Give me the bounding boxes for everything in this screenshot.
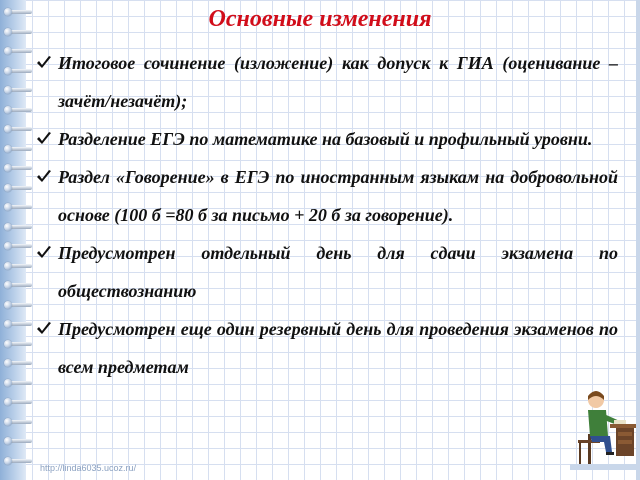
footer-url: http://linda6035.ucoz.ru/ (40, 463, 137, 473)
binder-hole (4, 86, 12, 94)
binder-hole (4, 223, 12, 231)
list-item-text: Разделение ЕГЭ по математике на базовый и профильный уровни. (58, 129, 593, 149)
binder-hole (4, 262, 12, 270)
checkmark-icon (36, 246, 52, 260)
binder-hole (4, 457, 12, 465)
binder-ring (4, 125, 34, 133)
binder-ring (4, 184, 34, 192)
binder-ring (4, 67, 34, 75)
binder-ring (4, 457, 34, 465)
binder-wire (10, 459, 32, 463)
binder-hole (4, 47, 12, 55)
slide-title: Основные изменения (208, 6, 432, 32)
binder-hole (4, 340, 12, 348)
binder-ring (4, 145, 34, 153)
checkmark-icon (36, 170, 52, 184)
binder-ring (4, 418, 34, 426)
binder-hole (4, 359, 12, 367)
binder-wire (10, 186, 32, 190)
checkmark-icon (36, 132, 52, 146)
list-item (58, 120, 618, 158)
binder-hole (4, 398, 12, 406)
change-list (58, 44, 618, 386)
binder-ring (4, 47, 34, 55)
binder-ring (4, 340, 34, 348)
binder-hole (4, 67, 12, 75)
binder-hole (4, 437, 12, 445)
binder-wire (10, 69, 32, 73)
binder-ring (4, 203, 34, 211)
binder-wire (10, 342, 32, 346)
list-item-text: Предусмотрен отдельный день для сдачи экзамена по обществознанию (58, 243, 618, 301)
binder-wire (10, 108, 32, 112)
binder-ring (4, 223, 34, 231)
list-item (58, 234, 618, 310)
binder-ring (4, 86, 34, 94)
binder-ring (4, 242, 34, 250)
binder-ring (4, 320, 34, 328)
binder-wire (10, 303, 32, 307)
binder-wire (10, 264, 32, 268)
binder-wire (10, 283, 32, 287)
binder-hole (4, 106, 12, 114)
binder-hole (4, 281, 12, 289)
checkmark-icon (36, 322, 52, 336)
list-item-text: Раздел «Говорение» в ЕГЭ по иностранным языкам на добровольной основе (100 б =80 б за письмо + 20 б за говорение). (58, 167, 618, 225)
binder-ring (4, 398, 34, 406)
binder-hole (4, 379, 12, 387)
binder-wire (10, 381, 32, 385)
student-at-desk-illustration (570, 378, 636, 470)
list-item (58, 44, 618, 120)
binder-hole (4, 320, 12, 328)
spiral-binding (0, 0, 40, 480)
checkmark-icon (36, 56, 52, 70)
list-item (58, 158, 618, 234)
binder-hole (4, 418, 12, 426)
binder-wire (10, 147, 32, 151)
binder-wire (10, 205, 32, 209)
binder-hole (4, 184, 12, 192)
binder-wire (10, 49, 32, 53)
binder-hole (4, 203, 12, 211)
binder-hole (4, 301, 12, 309)
binder-wire (10, 322, 32, 326)
binder-ring (4, 164, 34, 172)
binder-wire (10, 439, 32, 443)
binder-wire (10, 361, 32, 365)
binder-ring (4, 106, 34, 114)
binder-ring (4, 281, 34, 289)
list-item-text: Итоговое сочинение (изложение) как допуск к ГИА (оценивание – зачёт/незачёт); (58, 53, 618, 111)
list-item (58, 310, 618, 386)
binder-hole (4, 242, 12, 250)
binder-wire (10, 400, 32, 404)
binder-wire (10, 244, 32, 248)
binder-wire (10, 127, 32, 131)
list-item-text: Предусмотрен еще один резервный день для проведения экзаменов по всем предметам (58, 319, 618, 377)
binder-ring (4, 437, 34, 445)
binder-ring (4, 359, 34, 367)
binder-wire (10, 166, 32, 170)
binder-wire (10, 420, 32, 424)
binder-ring (4, 301, 34, 309)
binder-wire (10, 225, 32, 229)
binder-wire (10, 88, 32, 92)
binder-ring (4, 262, 34, 270)
binder-ring (4, 379, 34, 387)
binder-hole (4, 145, 12, 153)
binder-hole (4, 164, 12, 172)
right-edge-strip (636, 0, 640, 480)
binder-hole (4, 125, 12, 133)
